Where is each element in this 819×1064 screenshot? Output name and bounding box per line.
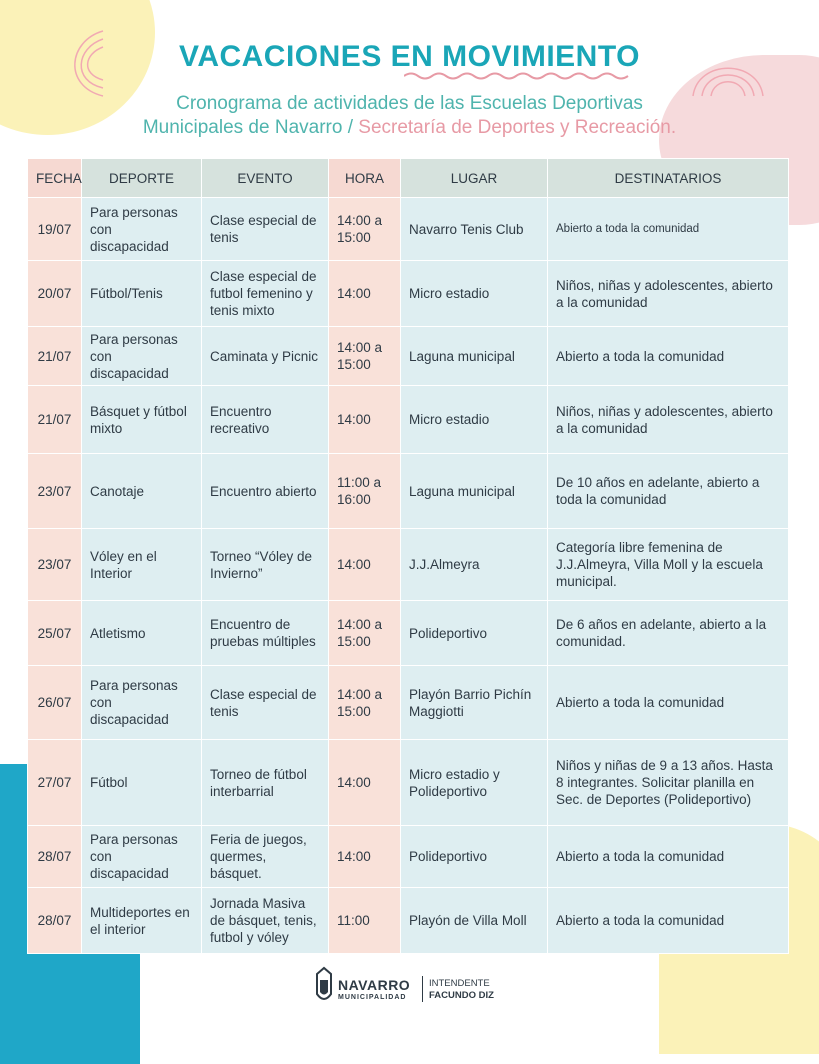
cell-hora: 11:00 a 16:00 [329,454,401,529]
logo-person: FACUNDO DIZ [429,990,494,1001]
cell-lugar: Playón de Villa Moll [401,888,548,954]
cell-hora: 14:00 a 15:00 [329,666,401,740]
table-row [28,601,789,666]
cell-hora: 14:00 [329,826,401,888]
cell-evento: Jornada Masiva de básquet, tenis, futbol y vóley [202,888,329,954]
cell-destinatarios: Abierto a toda la comunidad [548,198,789,261]
cell-fecha: 21/07 [28,327,82,386]
cell-lugar: Playón Barrio Pichín Maggiotti [401,666,548,740]
logo-role: INTENDENTE [429,978,490,989]
page-title: VACACIONES EN MOVIMIENTO [179,40,640,73]
subtitle-line-2 [0,116,819,140]
cell-deporte: Para personas con discapacidad [82,327,202,386]
cell-hora: 14:00 [329,261,401,327]
table-header-row [28,159,789,198]
title-wave-underline-icon [404,71,630,81]
cell-evento: Torneo de fútbol interbarrial [202,740,329,826]
schedule-table [27,158,789,954]
cell-lugar: J.J.Almeyra [401,529,548,601]
table-row [28,740,789,826]
logo-name: NAVARRO [338,977,411,993]
cell-deporte: Para personas con discapacidad [82,198,202,261]
header-lugar: LUGAR [401,159,548,198]
cell-lugar: Laguna municipal [401,454,548,529]
header-hora: HORA [329,159,401,198]
cell-deporte: Para personas con discapacidad [82,666,202,740]
cell-hora: 14:00 a 15:00 [329,198,401,261]
cell-deporte: Básquet y fútbol mixto [82,386,202,454]
cell-evento: Feria de juegos, quermes, básquet. [202,826,329,888]
cell-evento: Torneo “Vóley de Invierno” [202,529,329,601]
logo-subtitle: MUNICIPALIDAD [338,994,407,1001]
cell-deporte: Para personas con discapacidad [82,826,202,888]
cell-fecha: 28/07 [28,826,82,888]
cell-destinatarios: Abierto a toda la comunidad [548,327,789,386]
table-row [28,888,789,954]
header-evento: EVENTO [202,159,329,198]
cell-fecha: 23/07 [28,454,82,529]
municipality-logo [314,966,514,1010]
cell-evento: Encuentro recreativo [202,386,329,454]
table-row [28,386,789,454]
cell-lugar: Navarro Tenis Club [401,198,548,261]
cell-evento: Clase especial de tenis [202,198,329,261]
cell-destinatarios: De 6 años en adelante, abierto a la comunidad. [548,601,789,666]
subtitle-line-1: Cronograma de actividades de las Escuelas Deportivas [176,93,643,114]
cell-destinatarios: Abierto a toda la comunidad [548,888,789,954]
cell-evento: Encuentro de pruebas múltiples [202,601,329,666]
shield-icon [314,966,334,1006]
cell-deporte: Atletismo [82,601,202,666]
cell-fecha: 27/07 [28,740,82,826]
cell-lugar: Polideportivo [401,601,548,666]
cell-lugar: Micro estadio [401,261,548,327]
cell-hora: 14:00 a 15:00 [329,601,401,666]
cell-fecha: 23/07 [28,529,82,601]
cell-lugar: Micro estadio [401,386,548,454]
table-row [28,198,789,261]
cell-lugar: Micro estadio y Polideportivo [401,740,548,826]
cell-evento: Encuentro abierto [202,454,329,529]
cell-deporte: Canotaje [82,454,202,529]
cell-hora: 14:00 [329,529,401,601]
subtitle [0,92,819,140]
cell-hora: 14:00 [329,386,401,454]
cell-fecha: 20/07 [28,261,82,327]
cell-fecha: 25/07 [28,601,82,666]
cell-evento: Clase especial de futbol femenino y tenis mixto [202,261,329,327]
cell-lugar: Polideportivo [401,826,548,888]
cell-deporte: Fútbol/Tenis [82,261,202,327]
cell-fecha: 26/07 [28,666,82,740]
cell-destinatarios: Niños, niñas y adolescentes, abierto a la comunidad [548,261,789,327]
subtitle-secretariat: Secretaría de Deportes y Recreación. [358,117,677,138]
cell-hora: 11:00 [329,888,401,954]
cell-deporte: Multideportes en el interior [82,888,202,954]
table-row [28,454,789,529]
header-deporte: DEPORTE [82,159,202,198]
header-destinatarios: DESTINATARIOS [548,159,789,198]
cell-fecha: 21/07 [28,386,82,454]
table-row [28,826,789,888]
logo-divider [422,976,423,1002]
cell-destinatarios: Niños, niñas y adolescentes, abierto a la comunidad [548,386,789,454]
cell-destinatarios: De 10 años en adelante, abierto a toda la comunidad [548,454,789,529]
header-fecha: FECHA [28,159,82,198]
table-row [28,529,789,601]
cell-deporte: Fútbol [82,740,202,826]
table-row [28,666,789,740]
cell-destinatarios: Abierto a toda la comunidad [548,826,789,888]
cell-destinatarios: Categoría libre femenina de J.J.Almeyra, Villa Moll y la escuela municipal. [548,529,789,601]
cell-hora: 14:00 a 15:00 [329,327,401,386]
cell-destinatarios: Abierto a toda la comunidad [548,666,789,740]
subtitle-org: Municipales de Navarro / [142,117,353,138]
cell-fecha: 28/07 [28,888,82,954]
cell-deporte: Vóley en el Interior [82,529,202,601]
cell-fecha: 19/07 [28,198,82,261]
cell-evento: Clase especial de tenis [202,666,329,740]
cell-hora: 14:00 [329,740,401,826]
cell-destinatarios: Niños y niñas de 9 a 13 años. Hasta 8 integrantes. Solicitar planilla en Sec. de Deportes (Polideportivo) [548,740,789,826]
cell-lugar: Laguna municipal [401,327,548,386]
table-row [28,261,789,327]
table-row [28,327,789,386]
cell-evento: Caminata y Picnic [202,327,329,386]
